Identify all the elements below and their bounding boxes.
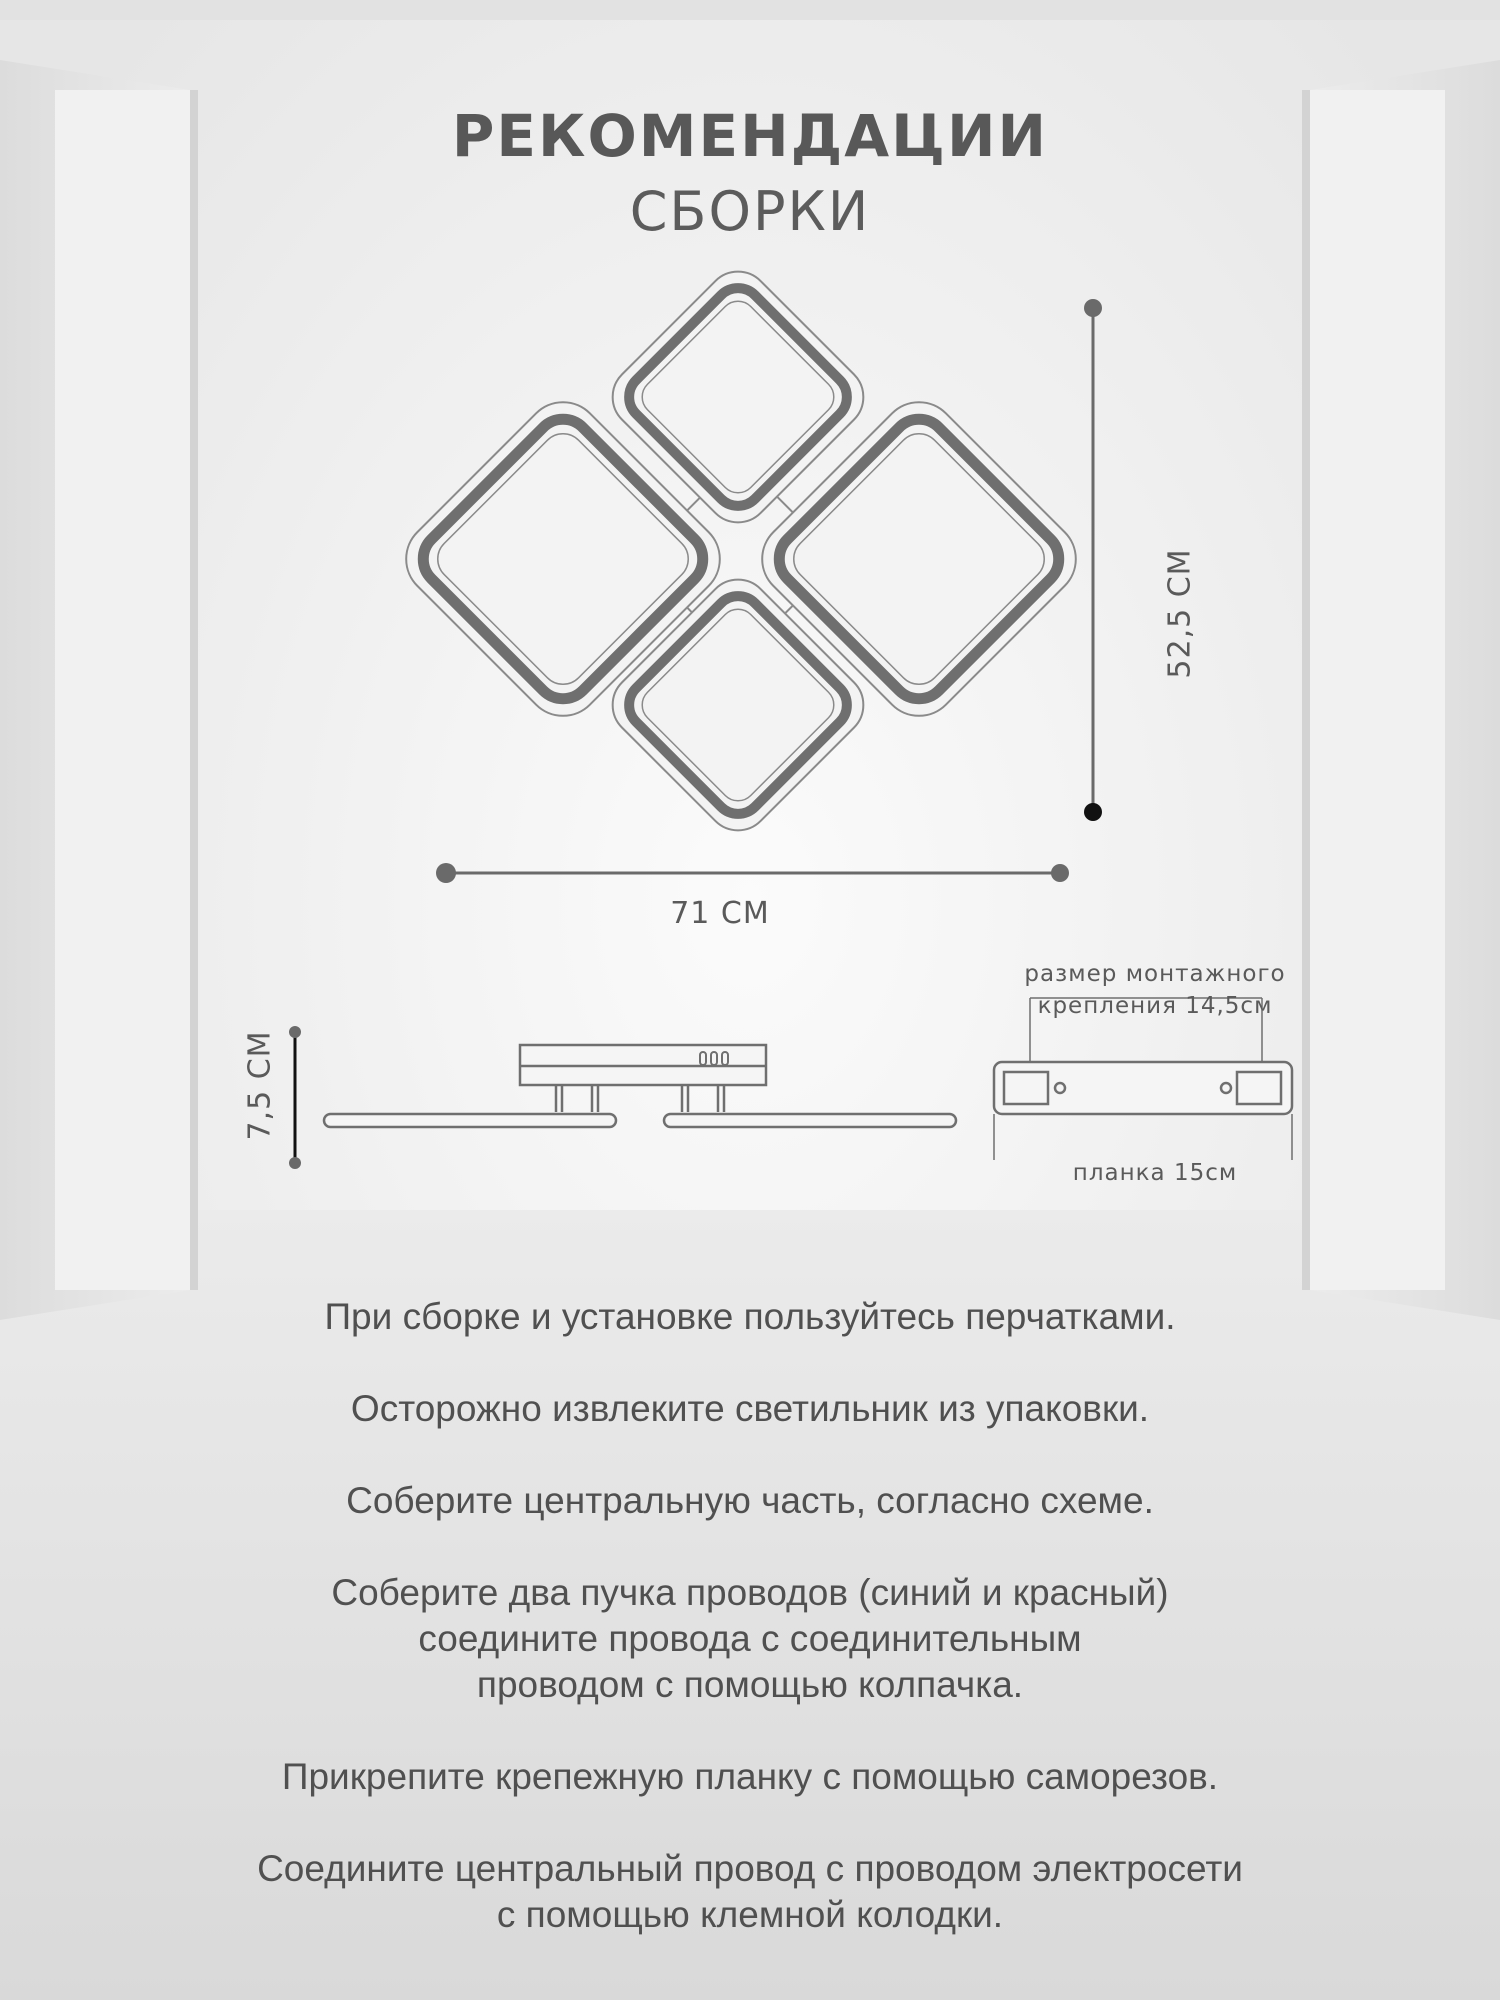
page-title: РЕКОМЕНДАЦИИ (451, 102, 1049, 170)
instructions-list (150, 1294, 1350, 1984)
mounting-plate (994, 998, 1292, 1160)
instruction-item: Прикрепите крепежную планку с помощью саморезов. (281, 1756, 1219, 1797)
instruction-item: Соберите два пучка проводов (синий и красный) соедините провода с соединительным проводом с помощью колпачка. (331, 1572, 1169, 1705)
chandelier-side-view (324, 1045, 956, 1127)
instruction-item: Осторожно извлеките светильник из упаковки. (350, 1388, 1150, 1429)
instruction-item: Соедините центральный провод с проводом электросети с помощью клемной колодки. (257, 1848, 1243, 1935)
instruction-item: При сборке и установке пользуйтесь перчатками. (324, 1296, 1176, 1337)
instruction-item: Соберите центральную часть, согласно схеме. (346, 1480, 1154, 1521)
mounting-bracket-note: размер монтажного крепления 14,5см (1024, 961, 1286, 1019)
height-label: 52,5 СМ (1162, 548, 1198, 679)
width-dimension-line (436, 863, 1069, 883)
mounting-plate-note: планка 15см (1072, 1160, 1238, 1186)
page-subtitle: СБОРКИ (629, 180, 871, 243)
height-dimension-line (1084, 299, 1102, 821)
depth-label: 7,5 СМ (242, 1030, 278, 1141)
depth-dimension-line (289, 1026, 301, 1169)
width-label: 71 СМ (670, 896, 770, 931)
